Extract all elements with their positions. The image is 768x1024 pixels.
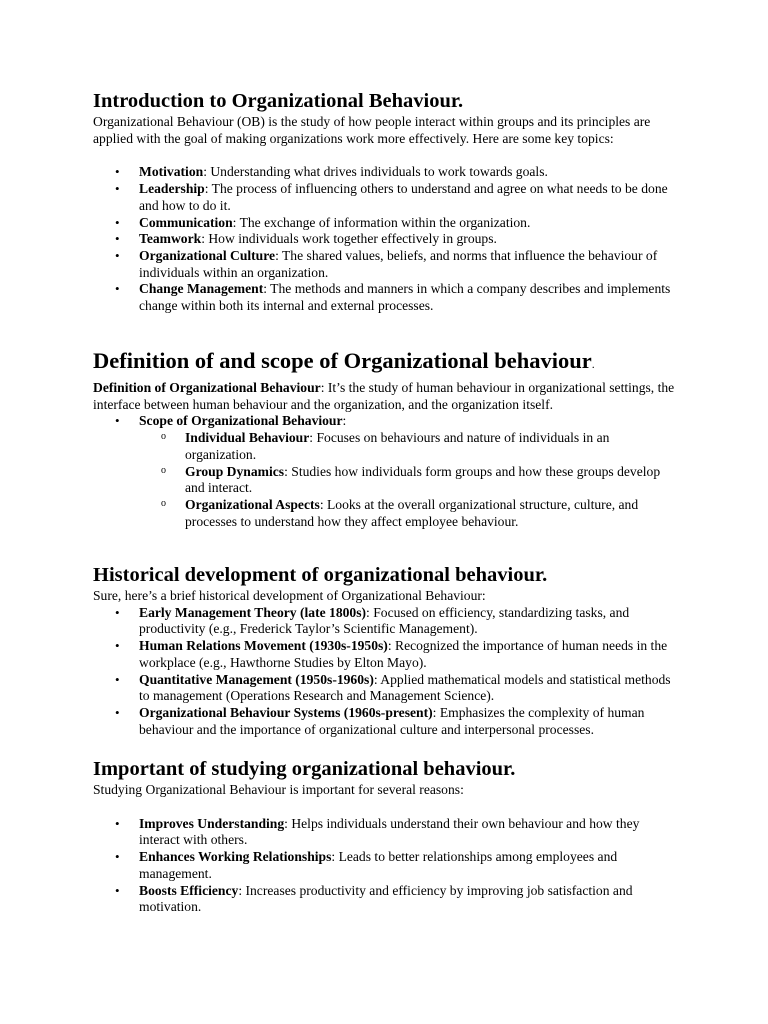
list-item-desc: : Focused on efficiency, standardizing tasks, and productivity (e.g., Frederick Taylor’s Scientific Management). xyxy=(139,604,630,637)
sublist-item xyxy=(139,430,683,463)
sublist-item xyxy=(139,497,683,530)
list-item-term: Enhances Working Relationships xyxy=(139,849,332,865)
sublist-item-term: Organizational Aspects xyxy=(185,496,320,512)
list-item-desc: : The shared values, beliefs, and norms that influence the behaviour of individuals within an organization. xyxy=(139,247,658,280)
list-item-term: Leadership xyxy=(139,181,205,197)
list-item-desc: : Understanding what drives individuals to work towards goals. xyxy=(203,164,548,180)
scope-sublist xyxy=(139,430,683,530)
list-item-term: Improves Understanding xyxy=(139,815,285,831)
section-intro-paragraph: Organizational Behaviour (OB) is the study of how people interact within groups and its principles are applied with the goal of making organizations work more effectively. Here are some key topics: xyxy=(93,114,651,146)
list-item-desc: : Emphasizes the complexity of human behaviour and the importance of organizational culture and interpersonal processes. xyxy=(139,704,645,737)
section-introduction xyxy=(93,89,683,315)
list-item-term: Early Management Theory (late 1800s) xyxy=(139,604,367,620)
reasons-list xyxy=(93,816,683,916)
list-item xyxy=(93,215,683,232)
history-list xyxy=(93,605,683,739)
section-heading: Important of studying organizational behaviour. xyxy=(93,758,516,780)
list-item xyxy=(93,705,683,738)
definition-text: : It’s the study of human behaviour in organizational settings, the interface between human behaviour and the organization, and the organization itself. xyxy=(93,380,675,412)
section-definition-scope xyxy=(93,347,683,530)
section-heading: Historical development of organizational behaviour. xyxy=(93,564,548,586)
list-item-term: Motivation xyxy=(139,164,204,180)
section-importance xyxy=(93,757,683,916)
list-item-desc: : Increases productivity and efficiency by improving job satisfaction and motivation. xyxy=(139,882,633,915)
list-item xyxy=(93,605,683,638)
list-item-term: Teamwork xyxy=(139,231,202,247)
list-item-desc: : Recognized the importance of human needs in the workplace (e.g., Hawthorne Studies by Elton Mayo). xyxy=(139,638,668,670)
list-item xyxy=(93,883,683,916)
list-item xyxy=(93,281,683,314)
list-item xyxy=(93,816,683,849)
list-item xyxy=(93,672,683,705)
list-item-term: Boosts Efficiency xyxy=(139,882,239,898)
list-item xyxy=(93,164,683,181)
list-item-desc: : Leads to better relationships among employees and management. xyxy=(139,849,618,881)
list-item-desc: : The exchange of information within the organization. xyxy=(232,214,531,230)
sublist-item-desc: : Focuses on behaviours and nature of individuals in an organization. xyxy=(185,430,610,462)
key-topics-list xyxy=(93,164,683,314)
section-heading: Introduction to Organizational Behaviour. xyxy=(93,90,464,112)
section-intro-paragraph: Studying Organizational Behaviour is important for several reasons: xyxy=(93,782,464,797)
list-item-term: Organizational Behaviour Systems (1960s-present) xyxy=(139,704,433,720)
section-heading xyxy=(93,347,683,378)
list-item-colon: : xyxy=(342,413,347,429)
list-item xyxy=(93,248,683,281)
sublist-item-desc: : Studies how individuals form groups and how these groups develop and interact. xyxy=(185,463,661,496)
list-item xyxy=(93,181,683,214)
definition-paragraph xyxy=(93,380,683,413)
list-item-term: Organizational Culture xyxy=(139,247,276,263)
sublist-item xyxy=(139,464,683,497)
scope-list xyxy=(93,413,683,530)
sublist-item-term: Group Dynamics xyxy=(185,463,285,479)
list-item-desc: : Helps individuals understand their own behaviour and how they interact with others. xyxy=(139,815,640,848)
section-historical-development xyxy=(93,563,683,738)
list-item xyxy=(93,849,683,882)
section-intro-paragraph: Sure, here’s a brief historical development of Organizational Behaviour: xyxy=(93,588,486,603)
list-item-term: Quantitative Management (1950s-1960s) xyxy=(139,671,374,687)
list-item-term: Communication xyxy=(139,214,233,230)
list-item-term: Change Management xyxy=(139,281,264,297)
section-heading-period: . xyxy=(591,357,595,371)
list-item xyxy=(93,413,683,530)
list-item-term: Scope of Organizational Behaviour xyxy=(139,413,343,429)
list-item-desc: : The methods and manners in which a company describes and implements change within both its internal and external processes. xyxy=(139,281,671,314)
list-item-desc: : The process of influencing others to understand and agree on what needs to be done and how to do it. xyxy=(139,181,668,213)
list-item xyxy=(93,638,683,671)
sublist-item-term: Individual Behaviour xyxy=(185,430,310,446)
list-item-desc: : Applied mathematical models and statistical methods to management (Operations Research and Management Science). xyxy=(139,671,671,704)
definition-term: Definition of Organizational Behaviour xyxy=(93,380,321,395)
list-item xyxy=(93,231,683,248)
list-item-term: Human Relations Movement (1930s-1950s) xyxy=(139,638,388,654)
section-heading-text: Definition of and scope of Organizational behaviour xyxy=(93,348,592,373)
list-item-desc: : How individuals work together effectively in groups. xyxy=(201,231,497,247)
sublist-item-desc: : Looks at the overall organizational structure, culture, and processes to understand how they affect employee behaviour. xyxy=(185,496,639,529)
